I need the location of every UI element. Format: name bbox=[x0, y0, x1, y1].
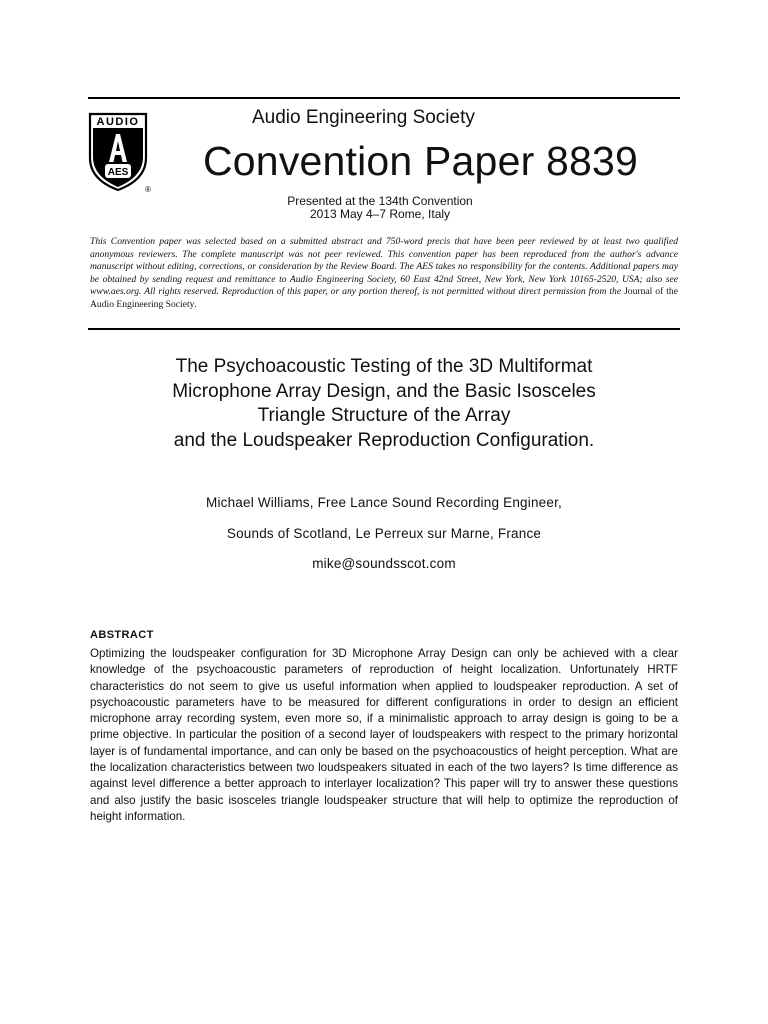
title-line: and the Loudspeaker Reproduction Configuration. bbox=[173, 429, 595, 451]
abstract-body: Optimizing the loudspeaker configuration for 3D Microphone Array Design can only be achieved with a clear knowledge of the psychoacoustic parameters of reproduction of height localization. Unfortunately HRTF characteristics do not seem to give us useful information when applied to loudspeaker reproduction. A set of psychoacoustic parameters have to be measured for different configurations in order to design an efficient microphone array recording system, even more so, if a minimalistic approach to array design is going to be a prime objective. In particular the position of a second layer of loudspeakers with respect to the primary horizontal layer is of fundamental importance, and can only be based on the psychoacoustics of height perception. What are the localization characteristics between two loudspeakers situated in each of the two layers? Is time difference as against level difference a better approach to interlayer localization? This paper will try to answer these questions and also justify the basic isosceles triangle loudspeaker structure that will help to optimize the reproduction of height information. bbox=[90, 647, 678, 823]
header-top-rule bbox=[88, 97, 680, 99]
journal-name: Journal of the Audio Engineering Society bbox=[90, 286, 678, 310]
presented-at-line: Presented at the 134th Convention bbox=[287, 194, 473, 208]
title-line: The Psychoacoustic Testing of the 3D Multiformat bbox=[175, 356, 593, 377]
title-line: Triangle Structure of the Array bbox=[257, 405, 511, 426]
aes-logo bbox=[88, 110, 154, 196]
disclaimer-text: This Convention paper was selected based on a submitted abstract and 750-word precis that have been peer reviewed by at least two qualified anonymous reviewers. The complete manuscript was not peer reviewed. This convention paper has been reproduced from the author's advance manuscript without editing, corrections, or consideration by the Review Board. The AES takes no responsibility for the contents. Additional papers may be obtained by sending request and remittance to Audio Engineering Society, 60 East 42nd Street, New York, New York 10165-2520, USA; also see www.aes.org. All rights reserved. Reproduction of this paper, or any portion thereof, is not permitted without direct permission from the bbox=[90, 236, 678, 298]
convention-paper-heading: Convention Paper 8839 bbox=[203, 138, 639, 184]
author-name-role: Michael Williams, Free Lance Sound Recording Engineer, bbox=[206, 495, 562, 510]
title-line: Microphone Array Design, and the Basic Isosceles bbox=[172, 380, 596, 402]
org-name: Audio Engineering Society bbox=[252, 107, 475, 128]
registered-mark: ® bbox=[145, 185, 151, 194]
logo-bottom-text: AES bbox=[107, 167, 129, 178]
disclaimer-end: . bbox=[194, 298, 197, 310]
header-bottom-rule bbox=[88, 328, 680, 330]
convention-date-location: 2013 May 4–7 Rome, Italy bbox=[309, 207, 451, 221]
abstract-heading: ABSTRACT bbox=[90, 629, 154, 641]
author-email[interactable]: mike@soundsscot.com bbox=[312, 556, 456, 571]
logo-top-text: AUDIO bbox=[96, 116, 140, 128]
paper-title bbox=[88, 355, 680, 453]
review-disclaimer bbox=[90, 236, 678, 312]
author-affiliation: Sounds of Scotland, Le Perreux sur Marne, France bbox=[226, 526, 542, 541]
